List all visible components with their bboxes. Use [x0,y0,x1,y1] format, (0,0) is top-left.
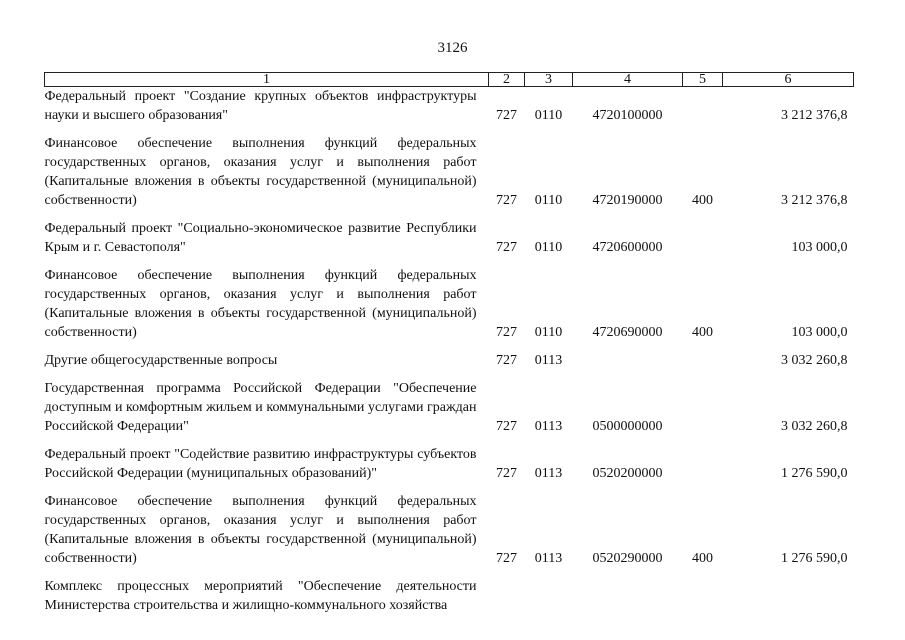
row-section: 0113 [534,353,563,368]
table-row [45,87,854,135]
row-ministry: 727 [496,551,517,566]
row-ministry [489,577,525,624]
row-target: 0520200000 [592,466,663,481]
row-section [525,577,573,624]
row-amount [723,577,854,624]
row-ministry: 727 [496,419,517,434]
table-row [45,379,854,445]
row-expense-type [683,351,723,379]
row-name: Федеральный проект "Создание крупных объектов инфраструктуры науки и высшего образования" [44,89,477,123]
row-expense-type: 400 [692,551,713,566]
row-name: Финансовое обеспечение выполнения функций федеральных государственных органов, оказания услуг и выполнения работ (Капитальные вложения в объекты государственной (муниципальной) собственности) [44,494,477,566]
row-target: 0500000000 [592,419,663,434]
row-expense-type [683,445,723,492]
page-number: 3126 [437,40,468,56]
row-target [573,351,683,379]
row-section: 0113 [534,466,563,481]
row-ministry: 727 [496,325,517,340]
row-expense-type [683,379,723,445]
table-row [45,351,854,379]
header-col-1: 1 [45,73,489,87]
row-name: Другие общегосударственные вопросы [44,353,278,368]
header-col-5: 5 [683,73,723,87]
header-col-3: 3 [525,73,573,87]
row-section: 0110 [534,240,563,255]
table-row [45,492,854,577]
row-expense-type [683,219,723,266]
row-amount: 1 276 590,0 [781,466,848,481]
row-section: 0110 [534,193,563,208]
table-header-row [45,73,854,87]
table-row [45,266,854,351]
row-expense-type [683,87,723,135]
row-ministry: 727 [496,466,517,481]
row-amount: 3 032 260,8 [781,419,848,434]
row-target: 0520290000 [592,551,663,566]
row-expense-type: 400 [692,325,713,340]
row-expense-type: 400 [692,193,713,208]
row-target: 4720600000 [592,240,663,255]
table-row [45,445,854,492]
row-amount: 3 032 260,8 [781,353,848,368]
header-col-6: 6 [723,73,854,87]
table-row [45,219,854,266]
row-expense-type [683,577,723,624]
row-name: Комплекс процессных мероприятий "Обеспечение деятельности Министерства строительства и жилищно-коммунального хозяйства [44,579,477,613]
row-name: Федеральный проект "Содействие развитию инфраструктуры субъектов Российской Федерации (муниципальных образований)" [44,447,477,481]
row-amount: 3 212 376,8 [781,108,848,123]
row-amount: 1 276 590,0 [781,551,848,566]
row-target: 4720690000 [592,325,663,340]
row-name: Государственная программа Российской Федерации "Обеспечение доступным и комфортным жильем и коммунальными услугами граждан Российской Федерации" [44,381,477,434]
row-name: Финансовое обеспечение выполнения функций федеральных государственных органов, оказания услуг и выполнения работ (Капитальные вложения в объекты государственной (муниципальной) собственности) [44,268,477,340]
row-section: 0110 [534,108,563,123]
row-ministry: 727 [496,240,517,255]
row-section: 0113 [534,419,563,434]
header-col-2: 2 [489,73,525,87]
row-amount: 103 000,0 [791,240,848,255]
row-ministry: 727 [496,108,517,123]
row-target: 4720190000 [592,193,663,208]
row-name: Финансовое обеспечение выполнения функций федеральных государственных органов, оказания услуг и выполнения работ (Капитальные вложения в объекты государственной (муниципальной) собственности) [44,136,477,208]
row-target: 4720100000 [592,108,663,123]
row-amount: 3 212 376,8 [781,193,848,208]
table-row [45,577,854,624]
row-ministry: 727 [496,353,517,368]
row-section: 0110 [534,325,563,340]
row-name: Федеральный проект "Социально-экономическое развитие Республики Крым и г. Севастополя" [44,221,477,255]
table-row [45,134,854,219]
row-ministry: 727 [496,193,517,208]
row-section: 0113 [534,551,563,566]
row-target [573,577,683,624]
row-amount: 103 000,0 [791,325,848,340]
budget-table [44,72,854,624]
header-col-4: 4 [573,73,683,87]
